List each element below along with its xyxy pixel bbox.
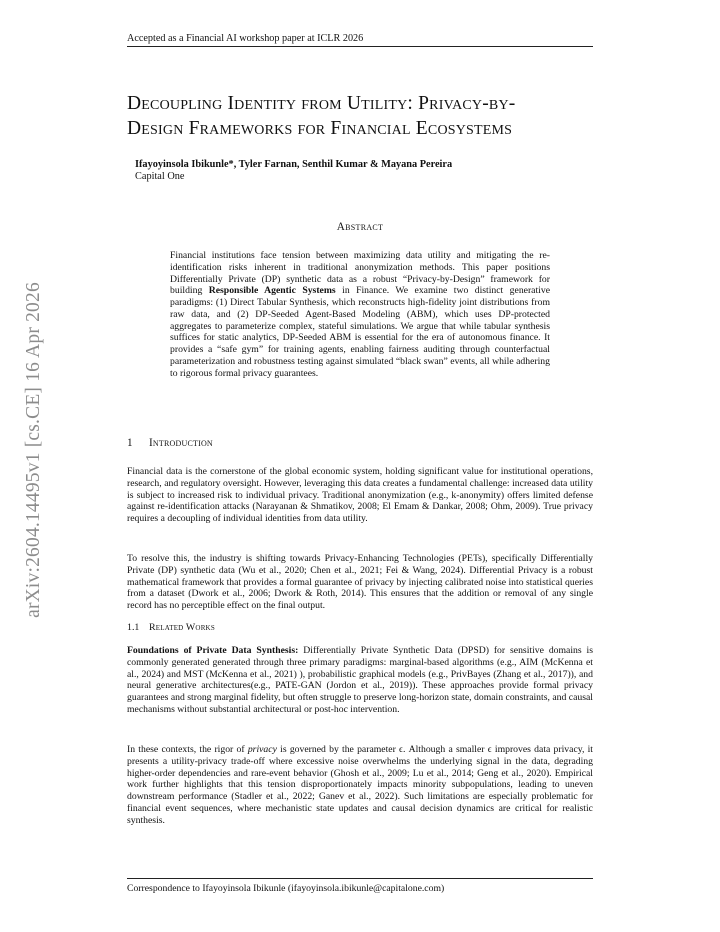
paper-title bbox=[127, 92, 607, 141]
paragraph-lead-in: Foundations of Private Data Synthesis: bbox=[127, 645, 299, 656]
arxiv-stamp[interactable]: arXiv:2604.14495v1 [cs.CE] 16 Apr 2026 bbox=[23, 282, 44, 618]
related-works-text-2b: is governed by the parameter ϵ. Although a smaller ϵ improves data privacy, it presents a utility-privacy trade-off where excessive noise overwhelms the underlying signal in the data, degrading higher-order dependencies and rare-event behavior (Ghosh et al., 2009; Lu et al., 2014; Geng et al., 2020). Empirical work further highlights that this tension disproportionately impacts minority subpopulations, leading to uneven downstream performance (Stadler et al., 2022; Ganev et al., 2022). Such limitations are especially problematic for financial event sequences, where mechanistic state updates and causal decision dynamics are critical for realistic synthesis. bbox=[127, 744, 593, 826]
paper-title-line-2: Design Frameworks for Financial Ecosystems bbox=[127, 117, 513, 139]
footnote-rule bbox=[127, 878, 593, 879]
intro-paragraph-1: Financial data is the cornerstone of the global economic system, holding significant value for institutional operations, research, and regulatory oversight. However, leveraging this data creates a fundamental challenge: increased data utility is subject to increased risk to individual privacy. Traditional anonymization (e.g., k-anonymity) offers limited defense against re-identification attacks (Narayanan & Shmatikov, 2008; El Emam & Dankar, 2008; Ohm, 2009). True privacy requires a decoupling of individual identities from data utility. bbox=[127, 466, 593, 524]
running-header: Accepted as a Financial AI workshop paper at ICLR 2026 bbox=[127, 33, 364, 44]
related-works-paragraph-2 bbox=[127, 744, 593, 826]
related-works-paragraph-1 bbox=[127, 645, 593, 716]
section-title: Introduction bbox=[149, 437, 213, 449]
subsection-number: 1.1 bbox=[127, 622, 140, 633]
subsection-heading-related-works bbox=[127, 622, 527, 633]
paper-title-line-1: Decoupling Identity from Utility: Privacy-by- bbox=[127, 93, 516, 114]
subsection-title: Related Works bbox=[149, 622, 215, 633]
abstract-bold-term: Responsible Agentic Systems bbox=[208, 285, 336, 297]
affiliation: Capital One bbox=[135, 171, 185, 182]
header-rule bbox=[127, 46, 593, 47]
abstract-body bbox=[170, 250, 550, 379]
abstract-heading: Abstract bbox=[336, 221, 384, 233]
intro-paragraph-2: To resolve this, the industry is shifting towards Privacy-Enhancing Technologies (PETs), specifically Differentially Private (DP) synthetic data (Wu et al., 2020; Chen et al., 2021; Fei & Wang, 2024). Differential Privacy is a robust mathematical framework that provides a formal guarantee of privacy by injecting calibrated noise into statistical queries from a dataset (Dwork et al., 2006; Dwork & Roth, 2014). This ensures that the addition or removal of any single record has no perceptible effect on the final output. bbox=[127, 553, 593, 611]
related-works-text-1: Differentially Private Synthetic Data (DPSD) for sensitive domains is commonly generated generated through three primary paradigms: marginal-based algorithms (e.g., AIM (McKenna et al., 2024) and MST (McKenna et al., 2021) ), probabilistic graphical models (e.g., PrivBayes (Zhang et al., 2017)), and neural generative architectures(e.g., PATE-GAN (Jordon et al., 2019)). These approaches provide formal privacy guarantees and strong marginal fidelity, but often struggle to preserve long-horizon state, domain constraints, and causal mechanisms without substantial architectural or post-hoc intervention. bbox=[127, 645, 594, 715]
section-heading-introduction bbox=[127, 437, 527, 449]
section-number: 1 bbox=[127, 437, 133, 449]
abstract-text-1: Financial institutions face tension between maximizing data utility and mitigating the re-identification risks inherent in traditional anonymization methods. This paper positions Differentially Private (DP) synthetic data as a robust “Privacy-by-Design” framework for building bbox=[170, 250, 550, 297]
related-works-text-2a: In these contexts, the rigor of bbox=[127, 744, 248, 755]
author-list: Ifayoyinsola Ibikunle*, Tyler Farnan, Senthil Kumar & Mayana Pereira bbox=[135, 159, 453, 170]
correspondence-footnote: Correspondence to Ifayoyinsola Ibikunle (ifayoyinsola.ibikunle@capitalone.com) bbox=[127, 883, 445, 894]
emphasis-privacy: privacy bbox=[247, 744, 277, 755]
abstract-text-2: in Finance. We examine two distinct generative paradigms: (1) Direct Tabular Synthesis, which reconstructs high-fidelity joint distributions from raw data, and (2) DP-Seeded Agent-Based Modeling (ABM), which uses DP-protected aggregates to parameterize complex, stateful simulations. We argue that while tabular synthesis suffices for static analytics, DP-Seeded ABM is essential for the era of autonomous finance. It provides a “safe gym” for training agents, enabling fairness auditing through counterfactual parameterization and robustness testing against simulated “black swan” events, all while adhering to rigorous formal privacy guarantees. bbox=[170, 285, 551, 379]
